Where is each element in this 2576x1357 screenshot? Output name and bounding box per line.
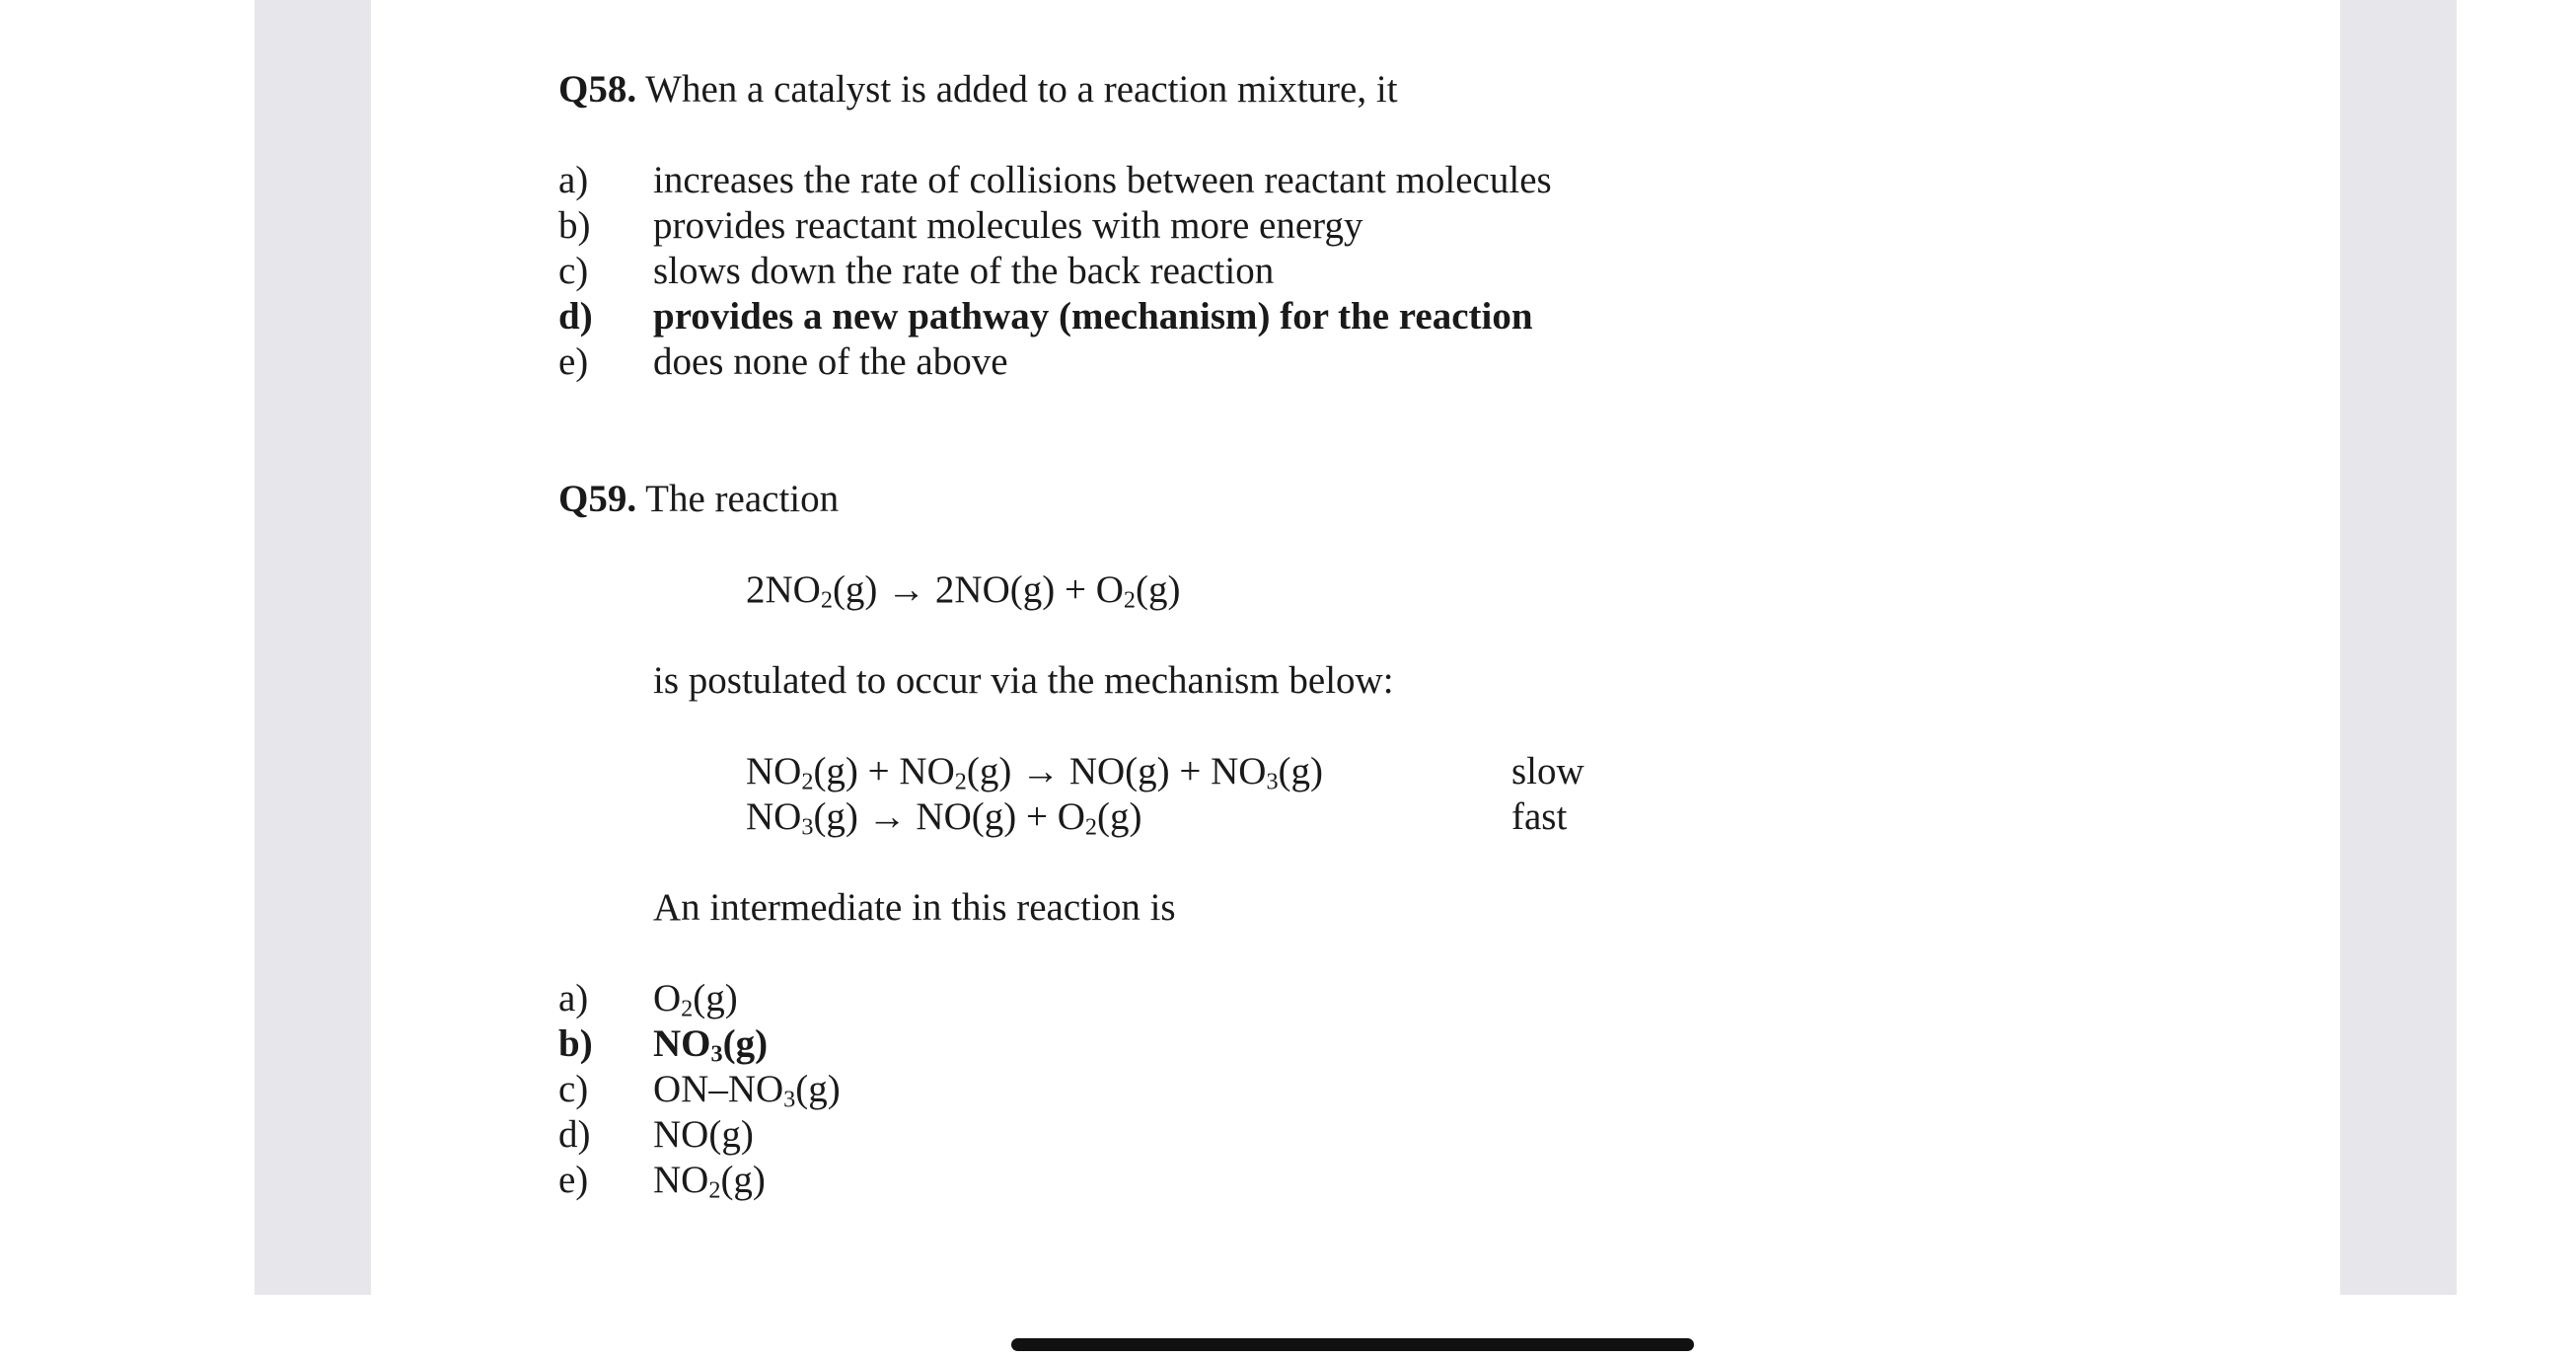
overall-reaction-equation: $2NO_2(g) \to 2NO(g) + O_2(g)$ xyxy=(746,568,1181,614)
option-letter: d) xyxy=(558,1113,591,1156)
document-page[interactable] xyxy=(371,0,2340,1295)
option-text: provides a new pathway (mechanism) for the reaction xyxy=(653,295,1533,338)
option-text: NO(g) xyxy=(653,1113,754,1156)
option-letter: a) xyxy=(558,159,589,201)
right-margin-band xyxy=(2340,0,2457,1295)
option-letter: b) xyxy=(558,1022,593,1065)
mechanism-intro: is postulated to occur via the mechanism below: xyxy=(653,659,1394,702)
q58-number: Q58. xyxy=(558,68,637,111)
option-text: $NO_2(g)$ xyxy=(653,1159,766,1204)
option-text: $ON-NO_3(g)$ xyxy=(653,1068,841,1113)
mechanism-step-2: $NO_3(g) \to NO(g) + O_2(g)$ xyxy=(746,795,1142,841)
q59-number: Q59. xyxy=(558,478,637,520)
q58-header xyxy=(558,67,1398,113)
mechanism-step-1: $NO_2(g) + NO_2(g) \to NO(g) + NO_3(g)$ xyxy=(746,750,1324,795)
q59-stem: The reaction xyxy=(645,478,840,520)
option-text: increases the rate of collisions between reactant molecules xyxy=(653,159,1552,201)
option-text: $O_2(g)$ xyxy=(653,977,738,1022)
option-letter: e) xyxy=(558,340,589,383)
intermediate-question: An intermediate in this reaction is xyxy=(653,886,1176,929)
q58-stem: When a catalyst is added to a reaction mixture, it xyxy=(645,68,1398,111)
option-letter: a) xyxy=(558,977,589,1019)
step-2-rate: fast xyxy=(1511,795,1568,838)
option-text: $NO_3(g)$ xyxy=(653,1022,769,1068)
home-indicator-bar[interactable] xyxy=(1011,1338,1694,1351)
option-letter: d) xyxy=(558,295,593,338)
option-letter: c) xyxy=(558,250,589,292)
option-text: provides reactant molecules with more energy xyxy=(653,204,1363,247)
q59-header xyxy=(558,477,839,522)
option-letter: e) xyxy=(558,1159,589,1201)
option-letter: b) xyxy=(558,204,591,247)
option-text: does none of the above xyxy=(653,340,1008,383)
option-letter: c) xyxy=(558,1068,589,1110)
left-margin-band xyxy=(255,0,371,1295)
step-1-rate: slow xyxy=(1511,750,1584,792)
option-text: slows down the rate of the back reaction xyxy=(653,250,1275,292)
